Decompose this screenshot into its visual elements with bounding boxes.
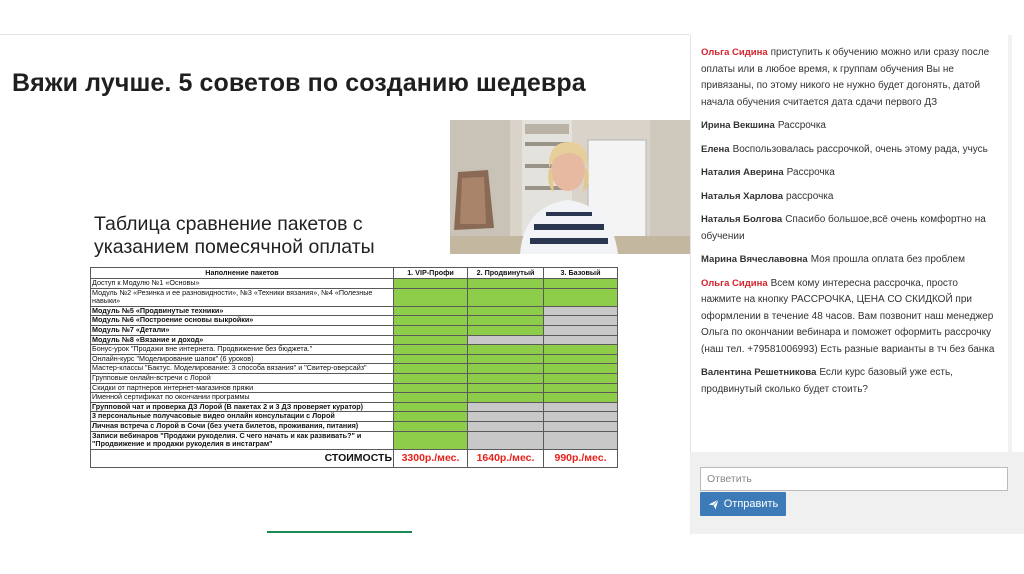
not-included-cell: [544, 431, 618, 449]
feature-cell: Скидки от партнеров интернет-магазинов пряжи: [91, 383, 394, 393]
table-row: [91, 335, 618, 345]
included-cell: [394, 288, 468, 306]
slide-title: Вяжи лучше. 5 советов по созданию шедевра: [12, 69, 586, 97]
included-cell: [394, 364, 468, 374]
included-cell: [468, 364, 544, 374]
message-text: приступить к обучению можно или сразу после оплаты или в любое время, к группам обучения Вы не привязаны, по этому никого не нужно будет догонять, датой начала обучения считается дата сдачи первого ДЗ: [701, 47, 990, 108]
slide-accent-line: [267, 531, 412, 533]
included-cell: [394, 421, 468, 431]
feature-cell: Именной сертификат по окончании программы: [91, 393, 394, 403]
presentation-slide: [0, 35, 690, 574]
included-cell: [468, 316, 544, 326]
message-text: рассрочка: [786, 190, 834, 202]
not-included-cell: [544, 316, 618, 326]
included-cell: [394, 402, 468, 412]
table-row: [91, 279, 618, 289]
message-text: Спасибо большое,всё очень комфортно на обучении: [701, 214, 986, 242]
price-value: 3300р./мес.: [394, 449, 468, 467]
message-author: Наталья Болгова: [701, 214, 783, 225]
included-cell: [394, 306, 468, 316]
table-row: [91, 288, 618, 306]
message-author: Елена: [701, 143, 730, 155]
included-cell: [394, 373, 468, 383]
included-cell: [394, 345, 468, 355]
feature-cell: Доступ к Модулю №1 «Основы»: [91, 279, 394, 289]
presenter-video[interactable]: [450, 120, 690, 254]
feature-cell: 3 персональные получасовые видео онлайн консультации с Лорой: [91, 412, 394, 422]
feature-cell: Модуль №5 «Продвинутые техники»: [91, 306, 394, 316]
included-cell: [394, 412, 468, 422]
table-row: [91, 373, 618, 383]
feature-cell: Модуль №7 «Детали»: [91, 325, 394, 335]
included-cell: [468, 373, 544, 383]
chat-message: [701, 252, 999, 269]
header-features: Наполнение пакетов: [91, 268, 394, 279]
table-row: [91, 354, 618, 364]
not-included-cell: [544, 325, 618, 335]
feature-cell: Записи вебинаров "Продажи рукоделия. С чего начать и как развивать?" и "Продвижение и продажи рукоделия в инстаграм": [91, 431, 394, 449]
send-button-label: Отправить: [723, 498, 779, 510]
not-included-cell: [544, 402, 618, 412]
message-text: Если курс базовый уже есть, продвинутый сколько будет стоить?: [701, 367, 953, 395]
table-row: [91, 306, 618, 316]
bottom-strip: [0, 535, 1024, 574]
table-row: [91, 345, 618, 355]
message-author: Валентина Решетникова: [701, 367, 817, 378]
feature-cell: Групповые онлайн-встречи с Лорой: [91, 373, 394, 383]
message-author: Ирина Векшина: [701, 120, 775, 131]
reply-input[interactable]: [700, 467, 1008, 491]
included-cell: [544, 364, 618, 374]
top-bar: [0, 0, 1024, 30]
feature-cell: Модуль №2 «Резинка и ее разновидности», №3 «Техники вязания», №4 «Полезные навыки»: [91, 288, 394, 306]
included-cell: [468, 279, 544, 289]
chat-message: [701, 365, 999, 398]
not-included-cell: [544, 335, 618, 345]
header-vip: 1. VIP-Профи: [394, 268, 468, 279]
table-row: [91, 364, 618, 374]
table-heading-line-1: Таблица сравнение пакетов с: [94, 213, 363, 235]
not-included-cell: [468, 335, 544, 345]
not-included-cell: [544, 412, 618, 422]
table-row: [91, 325, 618, 335]
chat-message: [701, 165, 999, 182]
chat-message: [701, 276, 999, 359]
message-text: Рассрочка: [777, 120, 826, 131]
table-heading: [94, 213, 434, 259]
feature-cell: Бонус-урок "Продажи вне интернета. Продвижение без бюджета.": [91, 345, 394, 355]
included-cell: [544, 345, 618, 355]
price-row: [91, 449, 618, 467]
included-cell: [394, 354, 468, 364]
chat-message: [701, 45, 999, 111]
message-text: Моя прошла оплата без проблем: [810, 254, 965, 265]
price-label: СТОИМОСТЬ: [91, 449, 394, 467]
included-cell: [468, 383, 544, 393]
header-advanced: 2. Продвинутый: [468, 268, 544, 279]
paper-plane-icon: [708, 499, 719, 510]
table-row: [91, 421, 618, 431]
not-included-cell: [468, 402, 544, 412]
feature-cell: Модуль №6 «Построение основы выкройки»: [91, 316, 394, 326]
packages-comparison-table: [90, 267, 618, 468]
table-row: [91, 402, 618, 412]
chat-reply-area: [690, 452, 1024, 534]
chat-message: [701, 118, 999, 135]
chat-message: [701, 142, 999, 159]
message-author: Наталья Харлова: [701, 190, 784, 202]
included-cell: [544, 354, 618, 364]
feature-cell: Мастер-классы "Бактус. Моделирование: 3 способа вязания" и "Свитер-оверсайз": [91, 364, 394, 374]
table-header-row: [91, 268, 618, 279]
table-row: [91, 393, 618, 403]
feature-cell: Личная встреча с Лорой в Сочи (без учета билетов, проживания, питания): [91, 421, 394, 431]
table-row: [91, 431, 618, 449]
included-cell: [468, 354, 544, 364]
not-included-cell: [544, 421, 618, 431]
included-cell: [394, 316, 468, 326]
feature-cell: Модуль №8 «Вязание и доход»: [91, 335, 394, 345]
table-row: [91, 316, 618, 326]
feature-cell: Групповой чат и проверка ДЗ Лорой (В пакетах 2 и 3 ДЗ проверяет куратор): [91, 402, 394, 412]
not-included-cell: [468, 431, 544, 449]
message-author: Марина Вячеславовна: [701, 254, 808, 265]
included-cell: [544, 393, 618, 403]
chat-scrollbar[interactable]: [1008, 35, 1012, 455]
message-text: Воспользовалась рассрочкой, очень этому рада, учусь: [732, 143, 988, 155]
presenter-video-frame: [450, 120, 690, 254]
table-row: [91, 383, 618, 393]
message-text: Всем кому интересна рассрочка, просто нажмите на кнопку РАССРОЧКА, ЦЕНА СО СКИДКОЙ при оформлении в течение 48 часов. Вам позвонит наш менеджер Ольга по окончании вебинара и поможет оформить рассрочку (наш тел. +79581006993) Есть разные варианты в тч без банка: [701, 277, 995, 355]
price-value: 1640р./мес.: [468, 449, 544, 467]
message-author: Ольга Сидина: [701, 277, 768, 289]
included-cell: [394, 383, 468, 393]
included-cell: [394, 325, 468, 335]
message-text: Рассрочка: [786, 167, 835, 178]
included-cell: [544, 383, 618, 393]
price-value: 990р./мес.: [544, 449, 618, 467]
included-cell: [544, 373, 618, 383]
not-included-cell: [468, 412, 544, 422]
chat-messages[interactable]: [691, 35, 1009, 455]
included-cell: [394, 431, 468, 449]
included-cell: [468, 306, 544, 316]
message-author: Ольга Сидина: [701, 47, 768, 58]
included-cell: [544, 288, 618, 306]
included-cell: [544, 279, 618, 289]
included-cell: [394, 335, 468, 345]
table-row: [91, 412, 618, 422]
not-included-cell: [544, 306, 618, 316]
included-cell: [394, 279, 468, 289]
chat-message: [701, 189, 999, 206]
message-author: Наталия Аверина: [701, 167, 784, 178]
feature-cell: Онлайн-курс "Моделирование шапок" (6 уроков): [91, 354, 394, 364]
included-cell: [468, 288, 544, 306]
header-basic: 3. Базовый: [544, 268, 618, 279]
included-cell: [468, 345, 544, 355]
chat-message: [701, 212, 999, 245]
included-cell: [468, 325, 544, 335]
included-cell: [394, 393, 468, 403]
table-heading-line-2: указанием помесячной оплаты: [94, 236, 375, 258]
send-button[interactable]: [700, 492, 786, 516]
included-cell: [468, 393, 544, 403]
not-included-cell: [468, 421, 544, 431]
